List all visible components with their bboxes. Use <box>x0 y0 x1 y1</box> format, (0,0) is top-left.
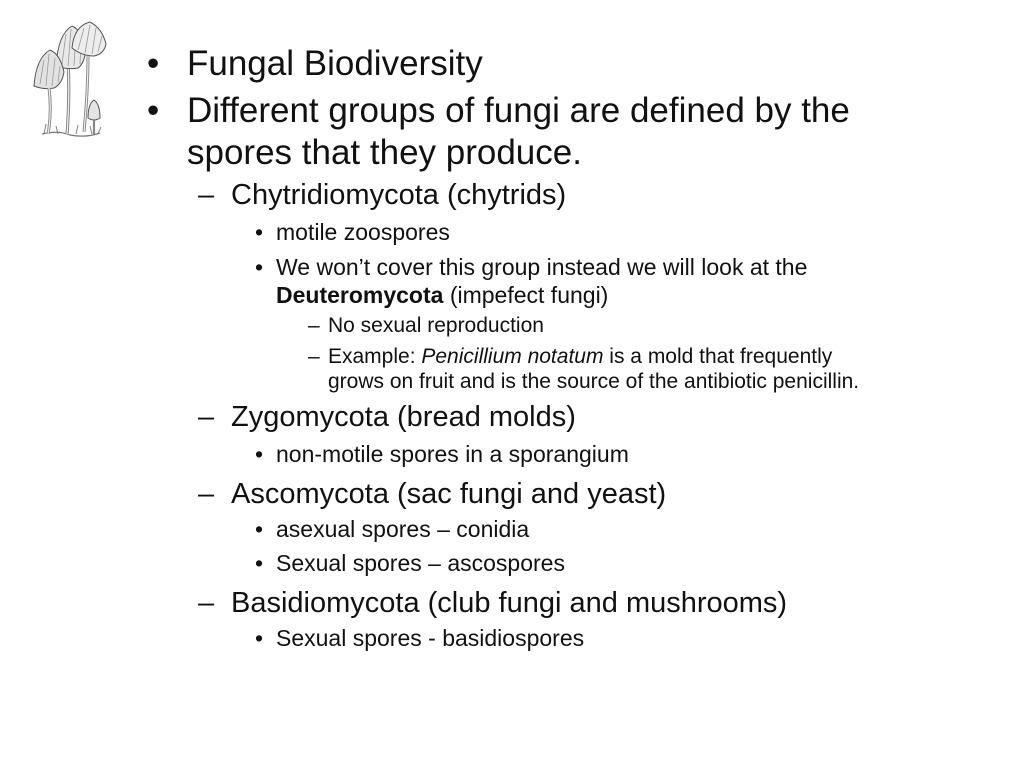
bullet-marker: • <box>147 91 160 130</box>
dash-marker: – <box>308 314 320 337</box>
outline-item-sexual-ascospores <box>255 549 565 577</box>
item-text: Fungal Biodiversity <box>187 44 483 83</box>
item-text-rest: is a mold that frequently <box>603 345 833 368</box>
bullet-marker: • <box>255 219 264 245</box>
mushroom-illustration <box>28 20 112 142</box>
item-text-bold: Deuteromycota <box>276 282 444 308</box>
item-text: non-motile spores in a sporangium <box>276 441 629 467</box>
item-text-line-2 <box>276 281 807 309</box>
outline-item-asexual-spores <box>255 515 530 543</box>
outline-item-different-groups <box>147 90 850 174</box>
outline-item-example-penicillium <box>308 344 860 394</box>
item-text: motile zoospores <box>276 219 450 245</box>
dash-marker: – <box>198 401 215 433</box>
outline-item-sexual-basidiospores <box>255 624 585 652</box>
item-text: No sexual reproduction <box>328 314 544 337</box>
item-text: Chytridiomycota (chytrids) <box>231 179 567 211</box>
item-text-line-1: We won’t cover this group instead we will look at the <box>276 254 808 280</box>
bullet-marker: • <box>255 441 264 467</box>
outline-item-non-motile-spores <box>255 440 629 468</box>
dash-marker: – <box>198 587 215 619</box>
item-text: Sexual spores – ascospores <box>276 550 565 576</box>
item-text: Sexual spores - basidiospores <box>276 625 585 651</box>
dash-marker: – <box>198 179 215 211</box>
dash-marker: – <box>198 478 215 510</box>
item-text-line-1 <box>328 344 859 369</box>
outline-item-zygomycota <box>198 400 576 434</box>
bullet-marker: • <box>255 516 264 542</box>
dash-marker: – <box>308 345 320 368</box>
item-text: Basidiomycota (club fungi and mushrooms) <box>231 587 788 619</box>
bullet-marker: • <box>147 44 160 83</box>
outline-item-basidiomycota <box>198 586 788 620</box>
item-text: asexual spores – conidia <box>276 516 530 542</box>
item-text-after: (impefect fungi) <box>443 282 609 308</box>
outline-item-fungal-biodiversity <box>147 43 483 85</box>
item-text: Ascomycota (sac fungi and yeast) <box>231 478 667 510</box>
item-text-prefix: Example: <box>328 345 422 368</box>
bullet-marker: • <box>255 254 264 280</box>
outline-item-wont-cover <box>255 253 808 309</box>
outline-item-ascomycota <box>198 477 667 511</box>
bullet-marker: • <box>255 550 264 576</box>
item-text-line-2: grows on fruit and is the source of the antibiotic penicillin. <box>328 370 860 393</box>
item-text: Zygomycota (bread molds) <box>231 401 576 433</box>
outline-item-motile-zoospores <box>255 218 450 246</box>
bullet-marker: • <box>255 625 264 651</box>
outline-item-no-sexual-reproduction <box>308 313 544 338</box>
item-text-line-1: Different groups of fungi are defined by the <box>187 91 850 130</box>
item-text-italic: Penicillium notatum <box>421 345 604 368</box>
outline-item-chytridiomycota <box>198 178 567 212</box>
item-text-line-2: spores that they produce. <box>187 133 582 172</box>
